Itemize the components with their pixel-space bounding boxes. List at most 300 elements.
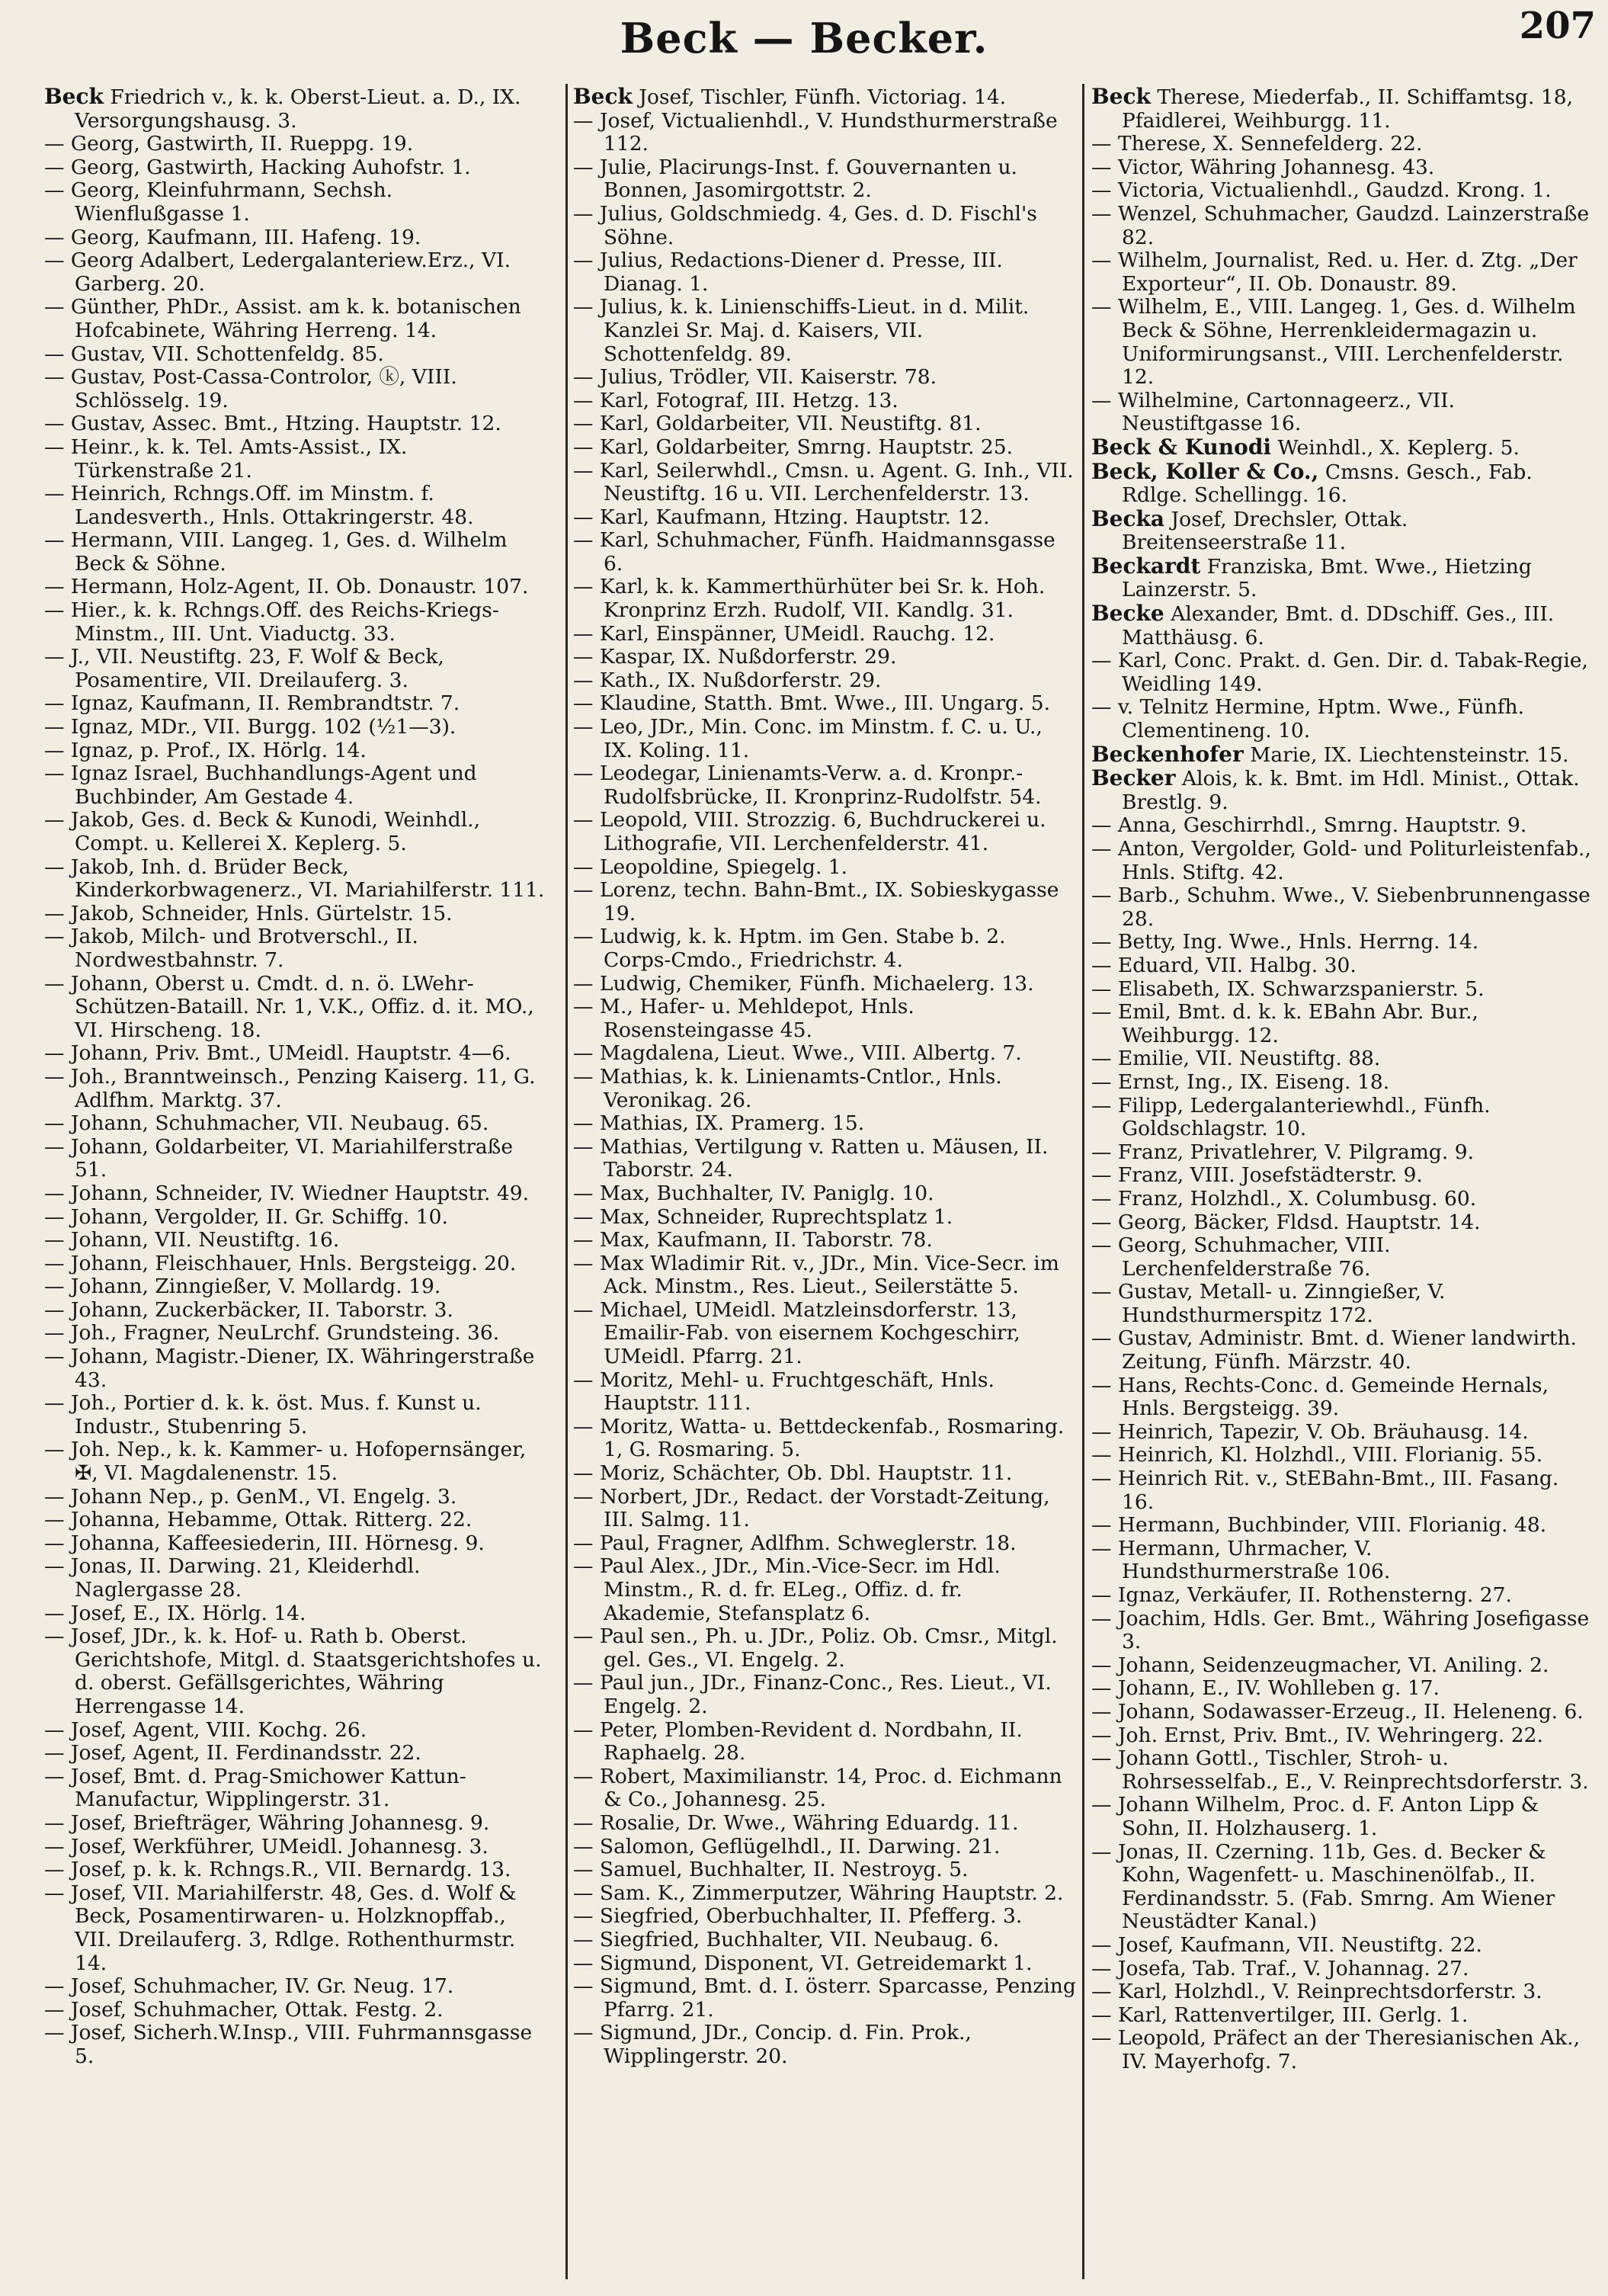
directory-entry	[44, 1858, 547, 1882]
directory-entry	[44, 1719, 547, 1743]
entry-text: — Georg, Kleinfuhrmann, Sechsh. Wienflußgasse 1.	[44, 178, 393, 226]
entry-text: — Mathias, IX. Pramerg. 15.	[573, 1111, 865, 1136]
directory-entry	[1091, 390, 1594, 436]
entry-text: — Karl, Conc. Prakt. d. Gen. Dir. d. Tabak-Regie, Weidling 149.	[1091, 649, 1588, 696]
directory-entry	[573, 460, 1076, 506]
directory-entry	[44, 156, 547, 180]
entry-text: — Lorenz, techn. Bahn-Bmt., IX. Sobieskygasse 19.	[573, 878, 1059, 925]
directory-entry	[1091, 884, 1594, 931]
entry-text: — Julius, Goldschmiedg. 4, Ges. d. D. Fischl's Söhne.	[573, 201, 1037, 249]
directory-entry	[1091, 156, 1594, 180]
entry-text: — Hermann, Buchbinder, VIII. Florianig. 48.	[1091, 1513, 1547, 1538]
entry-text: — Hier., k. k. Rchngs.Off. des Reichs-Kriegs-Minstm., III. Unt. Viaductg. 33.	[44, 598, 499, 646]
entry-text: — Wenzel, Schuhmacher, Gaudzd. Lainzerstraße 82.	[1091, 201, 1590, 249]
directory-entry	[573, 1206, 1076, 1230]
directory-entry	[44, 226, 547, 250]
entry-text: — Günther, PhDr., Assist. am k. k. botanischen Hofcabinete, Währing Herreng. 14.	[44, 295, 521, 342]
directory-entry	[1091, 1958, 1594, 1981]
directory-entry	[1091, 1047, 1594, 1071]
directory-entry	[1091, 1677, 1594, 1701]
directory-entry	[1091, 1467, 1594, 1514]
directory-entry	[1091, 1374, 1594, 1421]
entry-text: — Josef, Agent, II. Ferdinandsstr. 22.	[44, 1741, 421, 1765]
entry-text: — Karl, Seilerwhdl., Cmsn. u. Agent. G. Inh., VII. Neustiftg. 16 u. VII. Lerchenfelderstr. 13.	[573, 458, 1074, 506]
entry-text: — Michael, UMeidl. Matzleinsdorferstr. 13, Emailir-Fab. von eisernem Kochgeschirr, UMeidl. Pfarrg. 21.	[573, 1297, 1020, 1369]
entry-text: — Julius, Redactions-Diener d. Presse, III. Dianag. 1.	[573, 249, 1003, 296]
entry-text: — Joh., Branntweinsch., Penzing Kaiserg. 11, G. Adlfhm. Marktg. 37.	[44, 1064, 536, 1112]
directory-entry	[1091, 1211, 1594, 1235]
entry-text: — Max, Schneider, Ruprechtsplatz 1.	[573, 1204, 953, 1229]
directory-entry	[1091, 505, 1594, 555]
entry-text: — Ignaz, Kaufmann, II. Rembrandtstr. 7.	[44, 691, 460, 716]
entry-text: — Josef, E., IX. Hörlg. 14.	[44, 1601, 306, 1625]
column-2	[573, 85, 1076, 2288]
directory-entry	[573, 716, 1076, 762]
entry-text: — Gustav, Post-Cassa-Controlor, ⓚ, VIII. Schlösselg. 19.	[44, 365, 457, 412]
directory-entry	[573, 1532, 1076, 1556]
entry-text: — Joh. Ernst, Priv. Bmt., IV. Wehringerg. 22.	[1091, 1723, 1543, 1747]
directory-entry	[1091, 436, 1594, 460]
directory-entry	[573, 1625, 1076, 1672]
entry-text: — v. Telnitz Hermine, Hptm. Wwe., Fünfh. Clementineng. 10.	[1091, 695, 1525, 743]
entry-text: — Joh. Nep., k. k. Kammer- u. Hofopernsänger, ✠, VI. Magdalenenstr. 15.	[44, 1438, 527, 1486]
entry-text: — Josef, Agent, VIII. Kochg. 26.	[44, 1717, 367, 1742]
entry-text: — Franz, VIII. Josefstädterstr. 9.	[1091, 1163, 1423, 1188]
directory-entry	[1091, 85, 1594, 133]
entry-text: — Julie, Placirungs-Inst. f. Gouvernanten u. Bonnen, Jasomirgottstr. 2.	[573, 155, 1017, 203]
entry-text: — Therese, X. Sennefelderg. 22.	[1091, 132, 1423, 156]
entry-text: — Josef, Schuhmacher, IV. Gr. Neug. 17.	[44, 1974, 454, 1999]
directory-entry	[44, 739, 547, 763]
entry-text: — Josef, Schuhmacher, Ottak. Festg. 2.	[44, 1997, 444, 2022]
directory-entry	[1091, 1327, 1594, 1374]
directory-entry	[1091, 1095, 1594, 1141]
entry-text: — Gustav, Administr. Bmt. d. Wiener landwirth. Zeitung, Fünfh. Märzstr. 40.	[1091, 1326, 1577, 1374]
entry-text: — Ludwig, Chemiker, Fünfh. Michaelerg. 13.	[573, 971, 1034, 996]
directory-entry	[44, 1345, 547, 1392]
directory-entry	[44, 1975, 547, 1999]
entry-text: — Georg, Schuhmacher, VIII. Lerchenfelderstraße 76.	[1091, 1233, 1391, 1281]
entry-text: Josef, Drechsler, Ottak. Breitenseerstraße 11.	[1122, 507, 1408, 555]
entry-text: — Moritz, Mehl- u. Fruchtgeschäft, Hnls. Hauptstr. 111.	[573, 1368, 995, 1416]
entry-text: — Johann, Seidenzeugmacher, VI. Aniling. 2.	[1091, 1653, 1549, 1677]
entry-text: — Karl, Schuhmacher, Fünfh. Haidmannsgasse 6.	[573, 528, 1055, 576]
entry-text: — Elisabeth, IX. Schwarzspanierstr. 5.	[1091, 976, 1485, 1001]
directory-entry	[573, 925, 1076, 972]
entry-text: — Heinrich, Rchngs.Off. im Minstm. f. Landesverth., Hnls. Ottakringerstr. 48.	[44, 482, 474, 529]
entry-text: — Karl, Goldarbeiter, Smrng. Hauptstr. 25.	[573, 435, 1014, 459]
entry-text: — Ludwig, k. k. Hptm. im Gen. Stabe b. 2. Corps-Cmdo., Friedrichstr. 4.	[573, 925, 1006, 972]
entry-text: — M., Hafer- u. Mehldepot, Hnls. Rosensteingasse 45.	[573, 995, 915, 1042]
directory-entry	[44, 716, 547, 739]
directory-entry	[1091, 838, 1594, 884]
entry-text: — Franz, Holzhdl., X. Columbusg. 60.	[1091, 1186, 1477, 1211]
directory-entry	[573, 1229, 1076, 1252]
directory-entry	[1091, 1234, 1594, 1281]
entry-text: — Karl, k. k. Kammerthürhüter bei Sr. k. Hoh. Kronprinz Erzh. Rudolf, VII. Kandlg. 31.	[573, 575, 1046, 623]
entry-text: — Gustav, VII. Schottenfeldg. 85.	[44, 342, 384, 366]
entry-text: — Jonas, II. Czerning. 11b, Ges. d. Becker & Kohn, Wagenfett- u. Maschinenölfab., II. Ferdinandsstr. 5. (Fab. Smrng. Am Wiener Neustädter Kanal.)	[1091, 1839, 1555, 1934]
entry-text: — Heinrich, Tapezir, V. Ob. Bräuhausg. 14.	[1091, 1419, 1529, 1444]
entry-text: — Norbert, JDr., Redact. der Vorstadt-Zeitung, III. Salmg. 11.	[573, 1484, 1050, 1532]
directory-entry	[1091, 1841, 1594, 1934]
entry-text: — Victoria, Victualienhdl., Gaudzd. Krong. 1.	[1091, 178, 1552, 203]
entry-surname: Beck, Koller & Co.,	[1091, 458, 1319, 484]
entry-text: — Betty, Ing. Wwe., Hnls. Herrng. 14.	[1091, 930, 1479, 954]
entry-text: — Ignaz, MDr., VII. Burgg. 102 (½1—3).	[44, 715, 456, 739]
directory-entry	[1091, 2027, 1594, 2073]
entry-text: — Emilie, VII. Neustiftg. 88.	[1091, 1047, 1381, 1071]
entry-surname: Beckardt	[1091, 553, 1201, 579]
directory-entry	[573, 1905, 1076, 1929]
directory-entry	[44, 1042, 547, 1066]
directory-entry	[44, 973, 547, 1043]
directory-entry	[44, 1229, 547, 1252]
directory-entry	[44, 1532, 547, 1556]
directory-entry	[573, 1858, 1076, 1882]
entry-text: — Hermann, Uhrmacher, V. Hundsthurmerstraße 106.	[1091, 1536, 1391, 1584]
directory-entry	[44, 599, 547, 646]
directory-entry	[573, 1765, 1076, 1812]
entry-text: — Jakob, Milch- und Brotverschl., II. Nordwestbahnstr. 7.	[44, 925, 418, 972]
directory-entry	[573, 1719, 1076, 1765]
directory-entry	[44, 1136, 547, 1182]
directory-entry	[1091, 1701, 1594, 1724]
directory-entry	[573, 1555, 1076, 1625]
entry-text: — Gustav, Metall- u. Zinngießer, V. Hundsthurmerspitz 172.	[1091, 1280, 1446, 1327]
entry-text: — Josefa, Tab. Traf., V. Johannag. 27.	[1091, 1956, 1469, 1980]
entry-text: — Georg Adalbert, Ledergalanteriew.Erz., VI. Garberg. 20.	[44, 249, 511, 296]
directory-entry	[573, 366, 1076, 390]
directory-entry	[1091, 696, 1594, 742]
entry-text: — Johann, Priv. Bmt., UMeidl. Hauptstr. 4—6.	[44, 1041, 511, 1066]
entry-text: — Barb., Schuhm. Wwe., V. Siebenbrunnengasse 28.	[1091, 883, 1590, 931]
directory-entry	[44, 1112, 547, 1136]
entry-text: — Johann, Zinngießer, V. Mollardg. 19.	[44, 1275, 441, 1299]
entry-text: — Moritz, Watta- u. Bettdeckenfab., Rosmaring. 1, G. Rosmaring. 5.	[573, 1414, 1065, 1462]
entry-text: — Jakob, Inh. d. Brüder Beck, Kinderkorbwagenerz., VI. Mariahilferstr. 111.	[44, 855, 545, 903]
entry-text: Alexander, Bmt. d. DDschiff. Ges., III. Matthäusg. 6.	[1122, 602, 1555, 649]
directory-entry	[44, 692, 547, 716]
directory-entry	[44, 412, 547, 436]
directory-entry	[1091, 1934, 1594, 1958]
directory-entry	[1091, 460, 1594, 508]
entry-text: — Joh., Fragner, NeuLrchf. Grundsteing. 36.	[44, 1321, 500, 1345]
entry-text: — Samuel, Buchhalter, II. Nestroyg. 5.	[573, 1858, 969, 1882]
page-header	[0, 0, 1608, 91]
directory-entry	[44, 249, 547, 296]
entry-text: — Johann Wilhelm, Proc. d. F. Anton Lipp & Sohn, II. Holzhauserg. 1.	[1091, 1793, 1539, 1840]
directory-entry	[1091, 1584, 1594, 1608]
directory-entry	[573, 296, 1076, 366]
entry-text: — Wilhelmine, Cartonnageerz., VII. Neustiftgasse 16.	[1091, 388, 1456, 436]
directory-entry	[1091, 1001, 1594, 1047]
entry-surname: Beck	[44, 85, 104, 109]
entry-text: Cmsns. Gesch., Fab. Rdlge. Schellingg. 16.	[1122, 460, 1533, 508]
directory-entry	[1091, 978, 1594, 1002]
directory-entry	[573, 1836, 1076, 1859]
entry-text: — Georg, Gastwirth, Hacking Auhofstr. 1.	[44, 155, 471, 179]
directory-entry	[573, 1462, 1076, 1486]
entry-text: — Jakob, Schneider, Hnls. Gürtelstr. 15.	[44, 901, 453, 925]
entry-text: — Karl, Kaufmann, Htzing. Hauptstr. 12.	[573, 505, 990, 529]
entry-text: — Leo, JDr., Min. Conc. im Minstm. f. C. u. U., IX. Koling. 11.	[573, 715, 1043, 762]
directory-entry	[573, 576, 1076, 622]
directory-entry	[1091, 2004, 1594, 2028]
directory-entry	[44, 1206, 547, 1230]
entry-text: — Heinrich Rit. v., StEBahn-Bmt., III. Fasang. 16.	[1091, 1467, 1559, 1514]
entry-text: — Salomon, Geflügelhdl., II. Darwing. 21.	[573, 1834, 1001, 1858]
directory-entry	[1091, 954, 1594, 978]
entry-text: — Johann, VII. Neustiftg. 16.	[44, 1228, 340, 1252]
directory-entry	[573, 762, 1076, 809]
entry-text: — Leopoldine, Spiegelg. 1.	[573, 855, 848, 879]
entry-text: — Johann, Schneider, IV. Wiedner Hauptstr. 49.	[44, 1181, 530, 1205]
entry-text: — Josef, Kaufmann, VII. Neustiftg. 22.	[1091, 1932, 1482, 1957]
entry-text: — Hermann, Holz-Agent, II. Ob. Donaustr. 107.	[44, 575, 529, 599]
entry-text: — Filipp, Ledergalanteriewhdl., Fünfh. Goldschlagstr. 10.	[1091, 1093, 1491, 1141]
directory-entry	[573, 669, 1076, 693]
directory-entry	[573, 1369, 1076, 1416]
directory-entry	[573, 623, 1076, 646]
entry-text: Franziska, Bmt. Wwe., Hietzing Lainzerstr. 5.	[1122, 554, 1532, 602]
entry-text: Alois, k. k. Bmt. im Hdl. Minist., Ottak. Brestlg. 9.	[1122, 767, 1580, 814]
entry-text: — Kath., IX. Nußdorferstr. 29.	[573, 668, 882, 692]
directory-entry	[44, 1182, 547, 1206]
entry-text: — Johann, Schuhmacher, VII. Neubaug. 65.	[44, 1111, 489, 1136]
entry-text: — Julius, k. k. Linienschiffs-Lieut. in d. Milit. Kanzlei Sr. Maj. d. Kaisers, VII. Schottenfeldg. 89.	[573, 295, 1030, 366]
directory-entry	[1091, 1724, 1594, 1748]
entry-text: — Joachim, Hdls. Ger. Bmt., Währing Josefigasse 3.	[1091, 1606, 1590, 1654]
directory-entry	[44, 1812, 547, 1836]
directory-entry	[1091, 179, 1594, 203]
directory-entry	[1091, 1141, 1594, 1165]
directory-entry	[1091, 931, 1594, 954]
directory-entry	[1091, 743, 1594, 768]
directory-entry	[1091, 296, 1594, 389]
directory-entry	[573, 996, 1076, 1042]
directory-entry	[1091, 1281, 1594, 1327]
entry-text: Therese, Miederfab., II. Schiffamtsg. 18, Pfaidlerei, Weihburgg. 11.	[1122, 85, 1574, 133]
entry-text: — Eduard, VII. Halbg. 30.	[1091, 953, 1357, 977]
directory-entry	[1091, 767, 1594, 814]
directory-entry	[573, 1182, 1076, 1206]
directory-entry	[44, 1486, 547, 1509]
directory-entry	[573, 85, 1076, 110]
directory-entry	[573, 1812, 1076, 1836]
directory-entry	[1091, 133, 1594, 156]
entry-text: — Paul sen., Ph. u. JDr., Poliz. Ob. Cmsr., Mitgl. gel. Ges., VI. Engelg. 2.	[573, 1624, 1058, 1672]
entry-text: — Karl, Goldarbeiter, VII. Neustiftg. 81.	[573, 412, 982, 436]
directory-entry	[573, 646, 1076, 669]
entry-text: — Joh., Portier d. k. k. öst. Mus. f. Kunst u. Industr., Stubenring 5.	[44, 1391, 482, 1438]
directory-entry	[573, 856, 1076, 880]
directory-entry	[573, 1042, 1076, 1066]
entry-text: — Klaudine, Statth. Bmt. Wwe., III. Ungarg. 5.	[573, 691, 1051, 716]
entry-text: — Gustav, Assec. Bmt., Htzing. Hauptstr. 12.	[44, 412, 501, 436]
entry-text: — Sam. K., Zimmerputzer, Währing Hauptstr. 2.	[573, 1881, 1064, 1905]
entry-text: — Leopold, Präfect an der Theresianischen Ak., IV. Mayerhofg. 7.	[1091, 2026, 1581, 2073]
directory-entry	[44, 483, 547, 529]
entry-text: — Mathias, k. k. Linienamts-Cntlor., Hnls. Veronikag. 26.	[573, 1064, 1002, 1112]
directory-entry	[1091, 1514, 1594, 1538]
directory-entry	[573, 1882, 1076, 1906]
entry-text: — Jonas, II. Darwing. 21, Kleiderhdl. Naglergasse 28.	[44, 1554, 421, 1602]
entry-surname: Becke	[1091, 601, 1164, 627]
directory-entry	[44, 1438, 547, 1485]
directory-entry	[44, 85, 547, 133]
entry-text: — Josef, Bmt. d. Prag-Smichower Kattun-Manufactur, Wipplingerstr. 31.	[44, 1764, 466, 1812]
directory-entry	[44, 296, 547, 342]
directory-entry	[44, 1275, 547, 1299]
directory-entry	[44, 856, 547, 903]
directory-entry	[44, 1299, 547, 1323]
entry-text: — Robert, Maximilianstr. 14, Proc. d. Eichmann & Co., Johannesg. 25.	[573, 1764, 1062, 1812]
entry-text: — Siegfried, Buchhalter, VII. Neubaug. 6.	[573, 1927, 1000, 1951]
directory-entry	[44, 762, 547, 809]
directory-entry	[44, 1999, 547, 2022]
column-3	[1091, 85, 1594, 2288]
directory-entry	[1091, 1794, 1594, 1840]
directory-entry	[1091, 1444, 1594, 1467]
directory-entry	[44, 1765, 547, 1812]
directory-entry	[44, 366, 547, 412]
directory-entry	[1091, 1164, 1594, 1188]
entry-text: — Wilhelm, E., VIII. Langeg. 1, Ges. d. Wilhelm Beck & Söhne, Herrenkleidermagazin u. Uniformirungsanst., VIII. Lerchenfelderstr. 12.	[1091, 295, 1576, 390]
entry-text: — Emil, Bmt. d. k. k. EBahn Abr. Bur., Weihburgg. 12.	[1091, 1000, 1478, 1047]
entry-text: — Anna, Geschirrhdl., Smrng. Hauptstr. 9.	[1091, 813, 1527, 838]
directory-entry	[1091, 1747, 1594, 1794]
directory-entry	[573, 1416, 1076, 1462]
entry-text: — Johann, Goldarbeiter, VI. Mariahilferstraße 51.	[44, 1134, 514, 1182]
entry-text: — Johann Nep., p. GenM., VI. Engelg. 3.	[44, 1484, 457, 1509]
directory-entry	[1091, 1538, 1594, 1584]
entry-text: — Josef, Briefträger, Währing Johannesg. 9.	[44, 1810, 490, 1835]
entry-text: — Josef, Sicherh.W.Insp., VIII. Fuhrmannsgasse 5.	[44, 2021, 533, 2068]
directory-entry	[44, 1252, 547, 1276]
entry-text: — Johann, Fleischhauer, Hnls. Bergsteigg. 20.	[44, 1251, 517, 1275]
directory-entry	[44, 1392, 547, 1438]
directory-entry	[573, 156, 1076, 203]
entry-text: — Mathias, Vertilgung v. Ratten u. Mäusen, II. Taborstr. 24.	[573, 1134, 1049, 1182]
entry-text: — Karl, Einspänner, UMeidl. Rauchg. 12.	[573, 621, 995, 646]
directory-entry	[573, 692, 1076, 716]
directory-entry	[573, 1066, 1076, 1112]
entry-text: — Georg, Kaufmann, III. Hafeng. 19.	[44, 225, 421, 249]
directory-entry	[573, 973, 1076, 996]
directory-entry	[1091, 1654, 1594, 1678]
entry-text: — Kaspar, IX. Nußdorferstr. 29.	[573, 645, 897, 669]
entry-text: — Sigmund, JDr., Concip. d. Fin. Prok., Wipplingerstr. 20.	[573, 2021, 972, 2068]
directory-entry	[573, 506, 1076, 530]
directory-entry	[573, 390, 1076, 413]
entry-text: — Max, Buchhalter, IV. Paniglg. 10.	[573, 1181, 934, 1205]
directory-entry	[44, 1509, 547, 1532]
entry-text: — Paul, Fragner, Adlfhm. Schweglerstr. 18.	[573, 1531, 1017, 1555]
page-title: Beck — Becker.	[620, 14, 988, 63]
directory-entry	[44, 1742, 547, 1765]
entry-text: — Sigmund, Disponent, VI. Getreidemarkt 1.	[573, 1951, 1033, 1975]
entry-text: — Ignaz Israel, Buchhandlungs-Agent und Buchbinder, Am Gestade 4.	[44, 762, 477, 809]
directory-entry	[573, 203, 1076, 249]
directory-entry	[573, 1136, 1076, 1182]
directory-entry	[573, 110, 1076, 156]
entry-text: — Peter, Plomben-Revident d. Nordbahn, II. Raphaelg. 28.	[573, 1717, 1023, 1765]
directory-entry	[44, 343, 547, 367]
directory-entry	[573, 1112, 1076, 1136]
entry-text: — Josef, p. k. k. Rchngs.R., VII. Bernardg. 13.	[44, 1858, 511, 1882]
entry-text: — Max Wladimir Rit. v., JDr., Min. Vice-Secr. im Ack. Minstm., Res. Lieut., Seilerstätte 5.	[573, 1251, 1059, 1299]
entry-text: — Max, Kaufmann, II. Taborstr. 78.	[573, 1228, 933, 1252]
directory-entry	[573, 1952, 1076, 1976]
directory-entry	[1091, 1608, 1594, 1654]
directory-entry	[1091, 1980, 1594, 2004]
entry-surname: Beck	[1091, 85, 1151, 109]
entry-text: — Paul Alex., JDr., Min.-Vice-Secr. im Hdl. Minstm., R. d. fr. ELeg., Offiz. d. fr. Akademie, Stefansplatz 6.	[573, 1554, 1001, 1625]
directory-entry	[1091, 1188, 1594, 1211]
entry-text: — Karl, Holzhdl., V. Reinprechtsdorferstr. 3.	[1091, 1980, 1542, 2004]
entry-text: Friedrich v., k. k. Oberst-Lieut. a. D., IX. Versorgungshausg. 3.	[75, 85, 521, 133]
directory-entry	[573, 1252, 1076, 1299]
entry-text: — Georg, Gastwirth, II. Rueppg. 19.	[44, 132, 414, 156]
entry-surname: Becka	[1091, 505, 1165, 531]
entry-surname: Beckenhofer	[1091, 741, 1244, 767]
directory-entry	[1091, 1421, 1594, 1445]
directory-entry	[1091, 814, 1594, 838]
entry-text: — Hermann, VIII. Langeg. 1, Ges. d. Wilhelm Beck & Söhne.	[44, 528, 508, 576]
directory-entry	[1091, 1071, 1594, 1095]
directory-entry	[1091, 649, 1594, 696]
entry-text: — Ignaz, p. Prof., IX. Hörlg. 14.	[44, 738, 367, 762]
entry-text: — Jakob, Ges. d. Beck & Kunodi, Weinhdl., Compt. u. Kellerei X. Keplerg. 5.	[44, 808, 481, 855]
entry-surname: Beck & Kunodi	[1091, 434, 1272, 460]
entry-text: Josef, Tischler, Fünfh. Victoriag. 14.	[639, 85, 1007, 109]
directory-entry	[44, 1836, 547, 1859]
directory-entry	[573, 529, 1076, 576]
entry-text: — Josef, VII. Mariahilferstr. 48, Ges. d. Wolf & Beck, Posamentirwaren- u. Holzknopffab., VII. Dreilauferg. 3, Rdlge. Rothenthurmstr. 14.	[44, 1881, 517, 1975]
directory-entry	[44, 1602, 547, 1626]
directory-columns	[44, 85, 1599, 2288]
entry-text: — Heinrich, Kl. Holzhdl., VIII. Florianig. 55.	[1091, 1443, 1543, 1467]
entry-text: — Heinr., k. k. Tel. Amts-Assist., IX. Türkenstraße 21.	[44, 435, 408, 483]
entry-text: — Johann, Sodawasser-Erzeug., II. Heleneng. 6.	[1091, 1699, 1584, 1724]
page-number: 207	[1519, 5, 1596, 47]
directory-entry	[44, 179, 547, 226]
directory-entry	[573, 412, 1076, 436]
entry-text: — Johann, Zuckerbäcker, II. Taborstr. 3.	[44, 1297, 453, 1322]
entry-text: — Ignaz, Verkäufer, II. Rothensterng. 27.	[1091, 1583, 1512, 1607]
entry-text: — Karl, Rattenvertilger, III. Gerlg. 1.	[1091, 2003, 1469, 2027]
directory-entry	[1091, 203, 1594, 249]
directory-entry	[44, 1882, 547, 1975]
directory-entry	[573, 1486, 1076, 1532]
directory-entry	[44, 436, 547, 483]
directory-entry	[573, 809, 1076, 855]
directory-entry	[44, 925, 547, 972]
directory-entry	[44, 646, 547, 692]
entry-text: — Johann, Vergolder, II. Gr. Schiffg. 10.	[44, 1204, 448, 1229]
directory-entry	[44, 1625, 547, 1718]
directory-entry	[44, 576, 547, 599]
entry-text: — Josef, Werkführer, UMeidl. Johannesg. 3.	[44, 1834, 488, 1858]
directory-entry	[573, 1975, 1076, 2022]
directory-entry	[573, 436, 1076, 460]
entry-text: — Leopold, VIII. Strozzig. 6, Buchdruckerei u. Lithografie, VII. Lerchenfelderstr. 41.	[573, 808, 1046, 855]
directory-entry	[1091, 249, 1594, 296]
entry-text: — Johanna, Kaffeesiederin, III. Hörnesg. 9.	[44, 1531, 485, 1555]
entry-text: — Josef, JDr., k. k. Hof- u. Rath b. Oberst. Gerichtshofe, Mitgl. d. Staatsgerichtshofes u. d. oberst. Gefällsgerichtes, Währing Herrengasse 14.	[44, 1624, 542, 1718]
directory-entry	[573, 1672, 1076, 1718]
